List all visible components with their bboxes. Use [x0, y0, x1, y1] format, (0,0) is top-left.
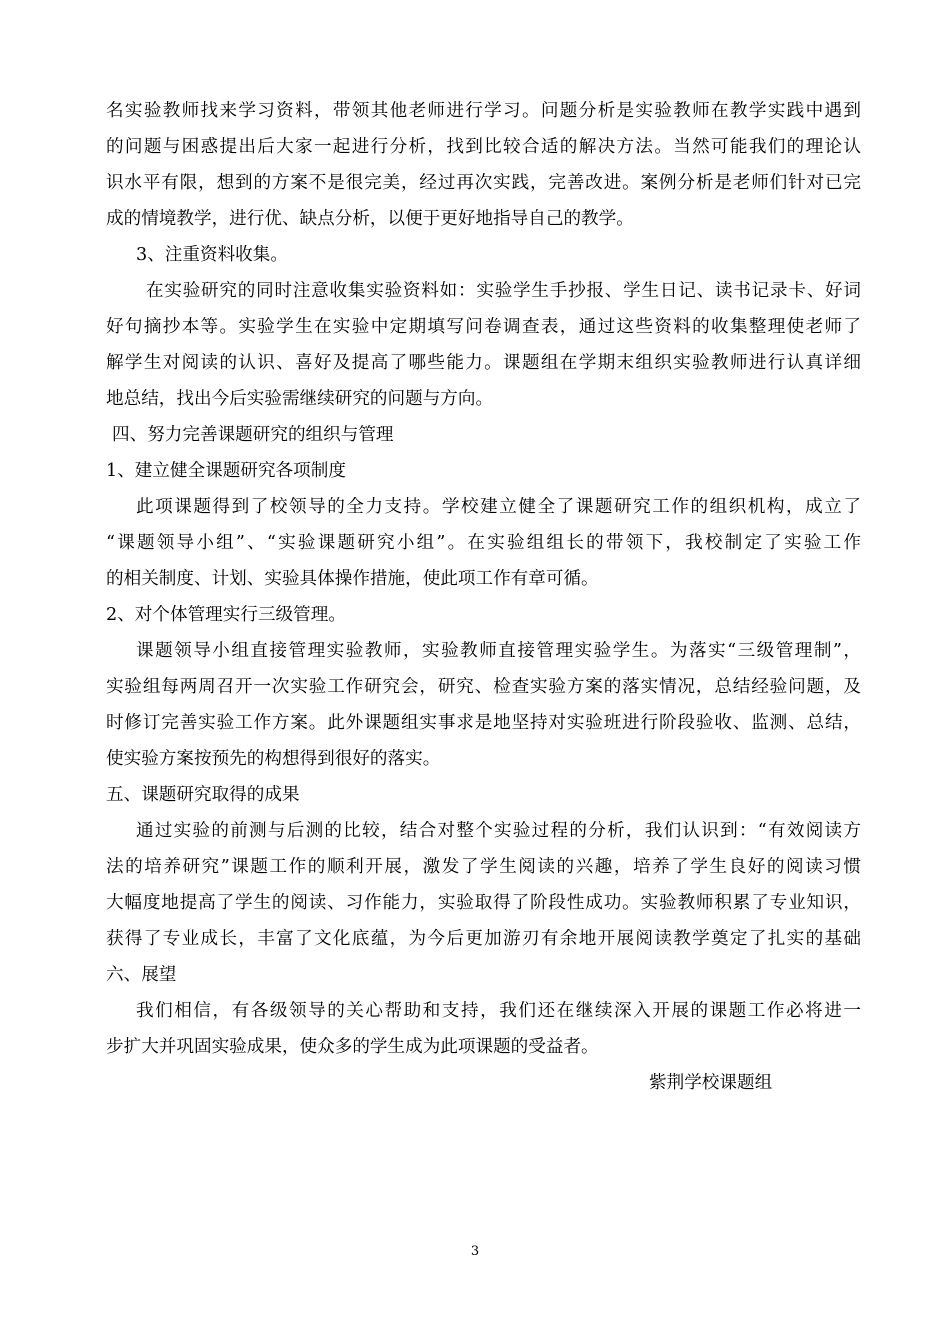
paragraph-line: 实验组每两周召开一次实验工作研究会，研究、检查实验方案的落实情况，总结经验问题，及	[106, 677, 861, 697]
paragraph-line: 的问题与困惑提出后大家一起进行分析，找到比较合适的解决方法。当然可能我们的理论认	[106, 137, 861, 157]
paragraph-line: 此项课题得到了校领导的全力支持。学校建立健全了课题研究工作的组织机构，成立了	[136, 497, 861, 517]
paragraph-line: 通过实验的前测与后测的比较，结合对整个实验过程的分析，我们认识到：“有效阅读方	[136, 821, 861, 841]
paragraph-line: 地总结，找出今后实验需继续研究的问题与方向。	[106, 389, 494, 409]
signature: 紫荆学校课题组	[649, 1073, 773, 1093]
page-number: 3	[470, 1244, 480, 1259]
paragraph-line: 好句摘抄本等。实验学生在实验中定期填写问卷调查表，通过这些资料的收集整理使老师了	[106, 317, 861, 337]
paragraph-line: 在实验研究的同时注意收集实验资料如：实验学生手抄报、学生日记、读书记录卡、好词	[146, 281, 861, 301]
paragraph-line: 使实验方案按预先的构想得到很好的落实。	[106, 749, 441, 769]
paragraph-line: 法的培养研究”课题工作的顺利开展，激发了学生阅读的兴趣，培养了学生良好的阅读习惯	[106, 857, 861, 877]
section-heading-5: 五、课题研究取得的成果	[106, 785, 300, 805]
paragraph-line: “课题领导小组”、“实验课题研究小组”。在实验组组长的带领下，我校制定了实验工作	[106, 533, 861, 553]
paragraph-line: 识水平有限，想到的方案不是很完美，经过再次实践，完善改进。案例分析是老师们针对已完	[106, 173, 861, 193]
paragraph-line: 大幅度地提高了学生的阅读、习作能力，实验取得了阶段性成功。实验教师积累了专业知识，	[106, 893, 861, 913]
section-heading-6: 六、展望	[106, 965, 177, 985]
subheading-2: 2、对个体管理实行三级管理。	[106, 605, 346, 625]
paragraph-line: 名实验教师找来学习资料，带领其他老师进行学习。问题分析是实验教师在教学实践中遇到	[106, 101, 861, 121]
subheading-1: 1、建立健全课题研究各项制度	[106, 461, 346, 481]
document-body	[106, 93, 861, 1101]
paragraph-line: 获得了专业成长，丰富了文化底蕴，为今后更加游刃有余地开展阅读教学奠定了扎实的基础	[106, 929, 861, 949]
paragraph-line: 我们相信，有各级领导的关心帮助和支持，我们还在继续深入开展的课题工作必将进一	[136, 1001, 861, 1021]
subheading-3: 3、注重资料收集。	[136, 245, 288, 265]
section-heading-4: 四、努力完善课题研究的组织与管理	[112, 425, 394, 445]
paragraph-line: 步扩大并巩固实验成果，使众多的学生成为此项课题的受益者。	[106, 1037, 599, 1057]
paragraph-line: 成的情境教学，进行优、缺点分析，以便于更好地指导自己的教学。	[106, 209, 634, 229]
paragraph-line: 课题领导小组直接管理实验教师，实验教师直接管理实验学生。为落实“三级管理制”，	[136, 641, 861, 661]
paragraph-line: 的相关制度、计划、实验具体操作措施，使此项工作有章可循。	[106, 569, 599, 589]
paragraph-line: 时修订完善实验工作方案。此外课题组实事求是地坚持对实验班进行阶段验收、监测、总结，	[106, 713, 861, 733]
paragraph-line: 解学生对阅读的认识、喜好及提高了哪些能力。课题组在学期末组织实验教师进行认真详细	[106, 353, 861, 373]
